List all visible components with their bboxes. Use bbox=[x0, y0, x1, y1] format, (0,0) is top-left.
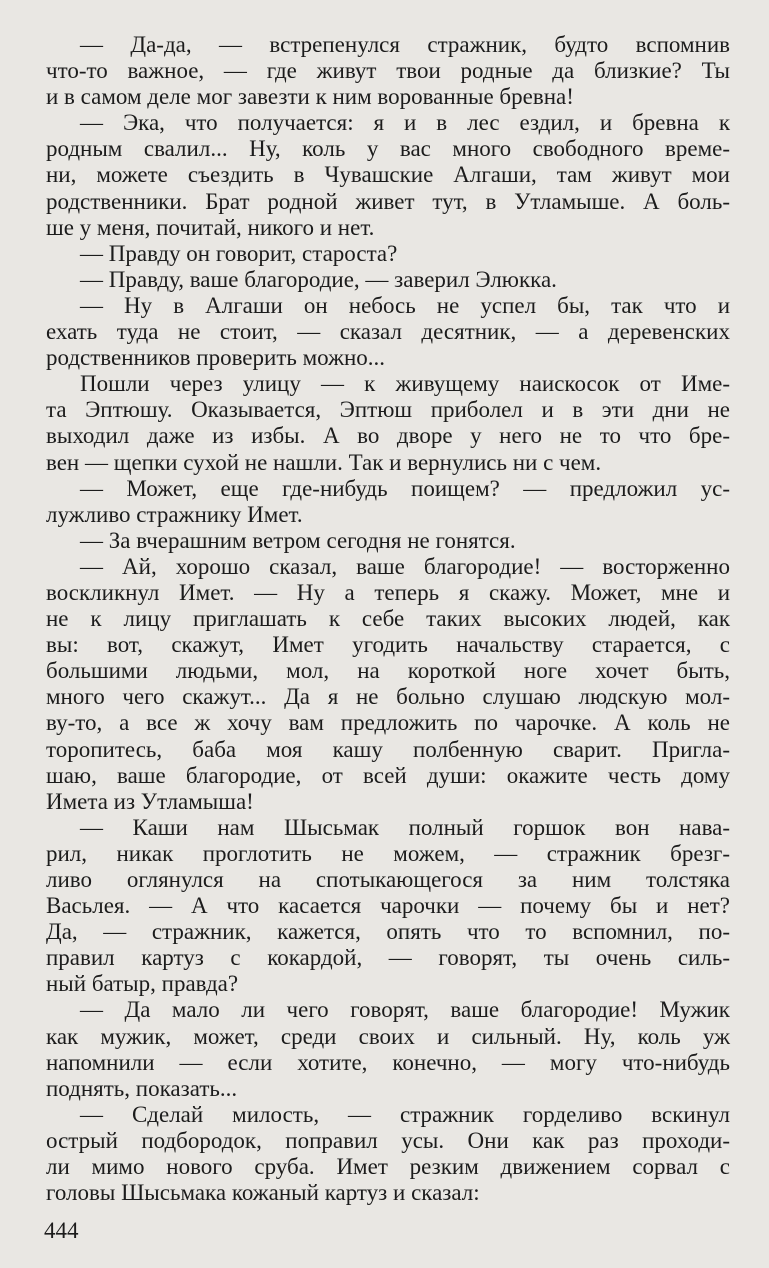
text-line: — Эка, что получается: я и в лес ездил, и бревна к bbox=[80, 110, 730, 136]
text-line: — Сделай милость, — стражник горделиво вскинул bbox=[80, 1101, 730, 1127]
paragraph bbox=[46, 32, 730, 110]
text-line: ни, можете съездить в Чувашские Алгаши, там живут мои bbox=[46, 162, 730, 188]
text-line: лужливо стражнику Имет. bbox=[46, 501, 303, 527]
page-text bbox=[46, 32, 730, 1206]
text-line: та Эптюшу. Оказывается, Эптюш приболел и в эти дни не bbox=[46, 397, 730, 423]
text-line: много чего скажут... Да я не больно слушаю людскую мол- bbox=[46, 684, 730, 710]
text-line: ный батыр, правда? bbox=[46, 971, 239, 997]
paragraph bbox=[46, 554, 730, 815]
text-line: ли мимо нового сруба. Имет резким движением сорвал с bbox=[46, 1154, 730, 1180]
text-line: ехать туда не стоит, — сказал десятник, — а деревенских bbox=[46, 319, 730, 345]
paragraph bbox=[46, 267, 730, 293]
text-line: Да, — стражник, кажется, опять что то вспомнил, по- bbox=[46, 919, 730, 945]
text-line: ливо оглянулся на спотыкающегося за ним толстяка bbox=[46, 867, 730, 892]
text-line: родственников проверить можно... bbox=[46, 345, 386, 371]
paragraph bbox=[46, 815, 730, 998]
paragraph bbox=[46, 997, 730, 1101]
text-line: ше у меня, почитай, никого и нет. bbox=[46, 214, 375, 240]
text-line: — Да мало ли чего говорят, ваше благородие! Мужик bbox=[80, 997, 730, 1023]
text-line: вен — щепки сухой не нашли. Так и вернулись ни с чем. bbox=[46, 449, 602, 475]
text-line: — Ай, хорошо сказал, ваше благородие! — восторженно bbox=[80, 553, 730, 579]
text-line: Васьлея. — А что касается чарочки — почему бы и нет? bbox=[46, 893, 730, 919]
text-line: что-то важное, — где живут твои родные да близкие? Ты bbox=[46, 58, 730, 84]
text-line: воскликнул Имет. — Ну а теперь я скажу. Может, мне и bbox=[46, 579, 730, 605]
text-line: поднять, показать... bbox=[46, 1075, 238, 1101]
text-line: торопитесь, баба моя кашу полбенную сварит. Пригла- bbox=[46, 736, 730, 762]
text-line: — Ну в Алгаши он небось не успел бы, так что и bbox=[80, 292, 730, 318]
text-line: выходил даже из избы. А во дворе у него не то что бре- bbox=[46, 423, 730, 449]
page-number: 444 bbox=[44, 1218, 79, 1243]
text-line: большими людьми, мол, на короткой ноге хочет быть, bbox=[46, 658, 730, 684]
text-line: родственники. Брат родной живет тут, в Утламыше. А боль- bbox=[46, 188, 730, 214]
text-line: Пошли через улицу — к живущему наискосок от Име- bbox=[80, 371, 730, 397]
text-line: родным свалил... Ну, коль у вас много свободного време- bbox=[46, 136, 730, 162]
text-line: острый подбородок, поправил усы. Они как раз проходи- bbox=[46, 1127, 730, 1153]
text-line: Имета из Утламыша! bbox=[46, 788, 254, 814]
text-line: — Правду он говорит, староста? bbox=[80, 240, 398, 266]
text-line: — Да-да, — встрепенулся стражник, будто вспомнив bbox=[80, 32, 730, 57]
text-line: напомнили — если хотите, конечно, — могу что-нибудь bbox=[46, 1049, 730, 1075]
paragraph bbox=[46, 293, 730, 371]
text-line: и в самом деле мог завезти к ним ворованные бревна! bbox=[46, 84, 574, 110]
text-line: — Правду, ваше благородие, — заверил Элюкка. bbox=[80, 266, 557, 292]
paragraph bbox=[46, 371, 730, 475]
paragraph bbox=[46, 1102, 730, 1206]
paragraph bbox=[46, 528, 730, 554]
text-line: головы Шысьмака кожаный картуз и сказал: bbox=[46, 1180, 480, 1206]
text-line: правил картуз с кокардой, — говорят, ты очень силь- bbox=[46, 945, 730, 971]
paragraph bbox=[46, 110, 730, 240]
text-line: не к лицу приглашать к себе таких высоких людей, как bbox=[46, 606, 730, 632]
text-line: рил, никак проглотить не можем, — стражник брезг- bbox=[46, 840, 730, 866]
text-line: — За вчерашним ветром сегодня не гонятся. bbox=[80, 527, 516, 553]
text-line: вы: вот, скажут, Имет угодить начальству старается, с bbox=[46, 632, 730, 658]
text-line: ву-то, а все ж хочу вам предложить по чарочке. А коль не bbox=[46, 710, 730, 736]
text-line: шаю, ваше благородие, от всей души: окажите честь дому bbox=[46, 762, 730, 788]
text-line: как мужик, может, среди своих и сильный. Ну, коль уж bbox=[46, 1023, 730, 1049]
paragraph bbox=[46, 476, 730, 528]
text-line: — Каши нам Шысьмак полный горшок вон нава- bbox=[80, 814, 730, 840]
paragraph bbox=[46, 241, 730, 267]
text-line: — Может, еще где-нибудь поищем? — предложил ус- bbox=[80, 475, 730, 501]
